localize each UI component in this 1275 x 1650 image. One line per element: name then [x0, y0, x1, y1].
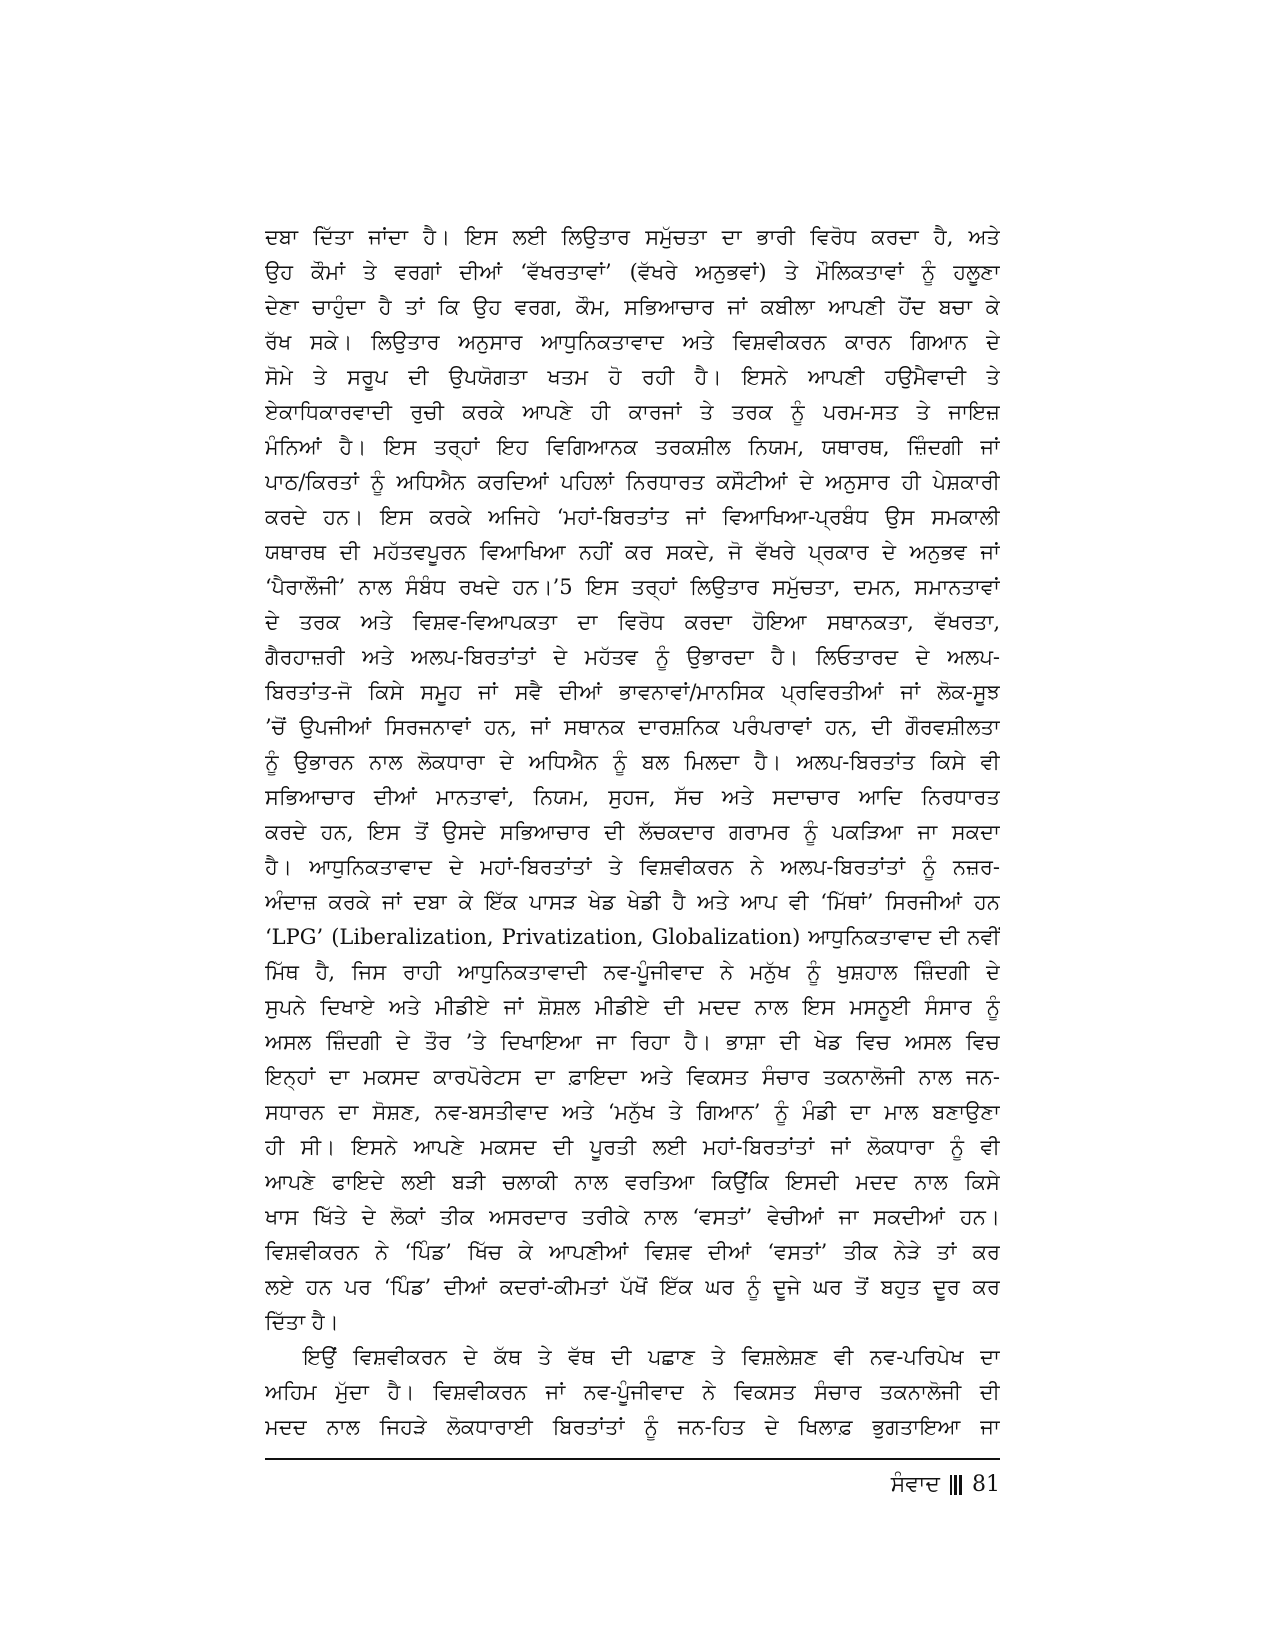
footer-bars-ornament — [950, 1475, 962, 1495]
text-line: ਅਸਲ ਜ਼ਿੰਦਗੀ ਦੇ ਤੌਰ ’ਤੇ ਦਿਖਾਇਆ ਜਾ ਰਿਹਾ ਹੈ। ਭਾਸ਼ਾ ਦੀ ਖੇਡ ਵਿਚ ਅਸਲ ਵਿਚ — [265, 1030, 1000, 1054]
text-line: ਦੇਣਾ ਚਾਹੁੰਦਾ ਹੈ ਤਾਂ ਕਿ ਉਹ ਵਰਗ, ਕੌਮ, ਸਭਿਆਚਾਰ ਜਾਂ ਕਬੀਲਾ ਆਪਣੀ ਹੋਂਦ ਬਚਾ ਕੇ — [265, 295, 1000, 319]
text-line: ਨੂੰ ਉਭਾਰਨ ਨਾਲ ਲੋਕਧਾਰਾ ਦੇ ਅਧਿਐਨ ਨੂੰ ਬਲ ਮਿਲਦਾ ਹੈ। ਅਲਪ-ਬਿਰਤਾਂਤ ਕਿਸੇ ਵੀ — [265, 750, 1000, 774]
body-text — [265, 220, 1000, 1445]
text-line: ‘LPG’ (Liberalization, Privatization, Globalization) ਆਧੁਨਿਕਤਾਵਾਦ ਦੀ ਨਵੀਂ — [265, 925, 1000, 949]
text-line: ‘ਪੈਰਾਲੌਜੀ’ ਨਾਲ ਸੰਬੰਧ ਰਖਦੇ ਹਨ।’5 ਇਸ ਤਰ੍ਹਾਂ ਲਿਉਤਾਰ ਸਮੁੱਚਤਾ, ਦਮਨ, ਸਮਾਨਤਾਵਾਂ — [265, 575, 1000, 599]
text-line: ਰੱਖ ਸਕੇ। ਲਿਉਤਾਰ ਅਨੁਸਾਰ ਆਧੁਨਿਕਤਾਵਾਦ ਅਤੇ ਵਿਸ਼ਵੀਕਰਨ ਕਾਰਨ ਗਿਆਨ ਦੇ — [265, 330, 1000, 354]
page-footer — [891, 1470, 1000, 1500]
text-line: ਦੇ ਤਰਕ ਅਤੇ ਵਿਸ਼ਵ-ਵਿਆਪਕਤਾ ਦਾ ਵਿਰੋਧ ਕਰਦਾ ਹੋਇਆ ਸਥਾਨਕਤਾ, ਵੱਖਰਤਾ, — [265, 610, 1000, 634]
text-line: ਸੋਮੇ ਤੇ ਸਰੂਪ ਦੀ ਉਪਯੋਗਤਾ ਖਤਮ ਹੋ ਰਹੀ ਹੈ। ਇਸਨੇ ਆਪਣੀ ਹਉਮੈਵਾਦੀ ਤੇ — [265, 365, 1000, 389]
paragraph-2 — [265, 1340, 1000, 1445]
text-line: ਵਿਸ਼ਵੀਕਰਨ ਨੇ ‘ਪਿੰਡ’ ਖਿੱਚ ਕੇ ਆਪਣੀਆਂ ਵਿਸ਼ਵ ਦੀਆਂ ‘ਵਸਤਾਂ’ ਤੀਕ ਨੇੜੇ ਤਾਂ ਕਰ — [265, 1240, 1000, 1264]
text-line: ਗੈਰਹਾਜ਼ਰੀ ਅਤੇ ਅਲਪ-ਬਿਰਤਾਂਤਾਂ ਦੇ ਮਹੱਤਵ ਨੂੰ ਉਭਾਰਦਾ ਹੈ। ਲਿਓਤਾਰਦ ਦੇ ਅਲਪ- — [265, 645, 1000, 669]
footer-rule — [265, 1458, 1000, 1460]
text-line: ਸੁਪਨੇ ਦਿਖਾਏ ਅਤੇ ਮੀਡੀਏ ਜਾਂ ਸ਼ੋਸ਼ਲ ਮੀਡੀਏ ਦੀ ਮਦਦ ਨਾਲ ਇਸ ਮਸਨੂਈ ਸੰਸਾਰ ਨੂੰ — [265, 995, 1000, 1019]
journal-name: ਸੰਵਾਦ — [890, 1472, 940, 1497]
text-line: ਦਿੱਤਾ ਹੈ। — [265, 1310, 339, 1334]
text-line: ਉਹ ਕੌਮਾਂ ਤੇ ਵਰਗਾਂ ਦੀਆਂ ‘ਵੱਖਰਤਾਵਾਂ’ (ਵੱਖਰੇ ਅਨੁਭਵਾਂ) ਤੇ ਮੌਲਿਕਤਾਵਾਂ ਨੂੰ ਹਲੂਣਾ — [265, 260, 1000, 284]
text-line: ਕਰਦੇ ਹਨ। ਇਸ ਕਰਕੇ ਅਜਿਹੇ ‘ਮਹਾਂ-ਬਿਰਤਾਂਤ ਜਾਂ ਵਿਆਖਿਆ-ਪ੍ਰਬੰਧ ਉਸ ਸਮਕਾਲੀ — [265, 505, 1000, 529]
text-line: ਹੀ ਸੀ। ਇਸਨੇ ਆਪਣੇ ਮਕਸਦ ਦੀ ਪੂਰਤੀ ਲਈ ਮਹਾਂ-ਬਿਰਤਾਂਤਾਂ ਜਾਂ ਲੋਕਧਾਰਾ ਨੂੰ ਵੀ — [265, 1135, 1000, 1159]
text-line: ਲਏ ਹਨ ਪਰ ‘ਪਿੰਡ’ ਦੀਆਂ ਕਦਰਾਂ-ਕੀਮਤਾਂ ਪੱਖੋਂ ਇੱਕ ਘਰ ਨੂੰ ਦੂਜੇ ਘਰ ਤੋਂ ਬਹੁਤ ਦੂਰ ਕਰ — [265, 1275, 1000, 1299]
page-number: 81 — [972, 1472, 1000, 1497]
text-line: ਮਿੱਥ ਹੈ, ਜਿਸ ਰਾਹੀ ਆਧੁਨਿਕਤਾਵਾਦੀ ਨਵ-ਪੂੰਜੀਵਾਦ ਨੇ ਮਨੁੱਖ ਨੂੰ ਖੁਸ਼ਹਾਲ ਜ਼ਿੰਦਗੀ ਦੇ — [265, 960, 1000, 984]
text-line: ਸਧਾਰਨ ਦਾ ਸੋਸ਼ਣ, ਨਵ-ਬਸਤੀਵਾਦ ਅਤੇ ‘ਮਨੁੱਖ ਤੇ ਗਿਆਨ’ ਨੂੰ ਮੰਡੀ ਦਾ ਮਾਲ ਬਣਾਉਣਾ — [265, 1100, 1000, 1124]
text-line: ਸਭਿਆਚਾਰ ਦੀਆਂ ਮਾਨਤਾਵਾਂ, ਨਿਯਮ, ਸੁਹਜ, ਸੱਚ ਅਤੇ ਸਦਾਚਾਰ ਆਦਿ ਨਿਰਧਾਰਤ — [265, 785, 1000, 809]
text-line: ਇਨ੍ਹਾਂ ਦਾ ਮਕਸਦ ਕਾਰਪੋਰੇਟਸ ਦਾ ਫ਼ਾਇਦਾ ਅਤੇ ਵਿਕਸਤ ਸੰਚਾਰ ਤਕਨਾਲੋਜੀ ਨਾਲ ਜਨ- — [265, 1065, 1000, 1089]
text-line: ਅੰਦਾਜ਼ ਕਰਕੇ ਜਾਂ ਦਬਾ ਕੇ ਇੱਕ ਪਾਸੜ ਖੇਡ ਖੇਡੀ ਹੈ ਅਤੇ ਆਪ ਵੀ ‘ਮਿੱਥਾਂ’ ਸਿਰਜੀਆਂ ਹਨ — [265, 890, 1000, 914]
text-line: ਬਿਰਤਾਂਤ-ਜੋ ਕਿਸੇ ਸਮੂਹ ਜਾਂ ਸਵੈ ਦੀਆਂ ਭਾਵਨਾਵਾਂ/ਮਾਨਸਿਕ ਪ੍ਰਵਿਰਤੀਆਂ ਜਾਂ ਲੋਕ-ਸੂਝ — [265, 680, 1000, 704]
text-line: ਮਦਦ ਨਾਲ ਜਿਹੜੇ ਲੋਕਧਾਰਾਈ ਬਿਰਤਾਂਤਾਂ ਨੂੰ ਜਨ-ਹਿਤ ਦੇ ਖਿਲਾਫ਼ ਭੁਗਤਾਇਆ ਜਾ — [265, 1415, 1000, 1439]
text-line: ਇਉਂ ਵਿਸ਼ਵੀਕਰਨ ਦੇ ਕੱਥ ਤੇ ਵੱਥ ਦੀ ਪਛਾਣ ਤੇ ਵਿਸ਼ਲੇਸ਼ਣ ਵੀ ਨਵ-ਪਰਿਪੇਖ ਦਾ — [303, 1345, 1000, 1369]
text-line: ਯਥਾਰਥ ਦੀ ਮਹੱਤਵਪੂਰਨ ਵਿਆਖਿਆ ਨਹੀਂ ਕਰ ਸਕਦੇ, ਜੋ ਵੱਖਰੇ ਪ੍ਰਕਾਰ ਦੇ ਅਨੁਭਵ ਜਾਂ — [265, 540, 1000, 564]
text-line: ਪਾਠ/ਕਿਰਤਾਂ ਨੂੰ ਅਧਿਐਨ ਕਰਦਿਆਂ ਪਹਿਲਾਂ ਨਿਰਧਾਰਤ ਕਸੌਟੀਆਂ ਦੇ ਅਨੁਸਾਰ ਹੀ ਪੇਸ਼ਕਾਰੀ — [265, 470, 1000, 494]
text-line: ਹੈ। ਆਧੁਨਿਕਤਾਵਾਦ ਦੇ ਮਹਾਂ-ਬਿਰਤਾਂਤਾਂ ਤੇ ਵਿਸ਼ਵੀਕਰਨ ਨੇ ਅਲਪ-ਬਿਰਤਾਂਤਾਂ ਨੂੰ ਨਜ਼ਰ- — [265, 855, 1000, 879]
text-line: ਮੰਨਿਆਂ ਹੈ। ਇਸ ਤਰ੍ਹਾਂ ਇਹ ਵਿਗਿਆਨਕ ਤਰਕਸ਼ੀਲ ਨਿਯਮ, ਯਥਾਰਥ, ਜ਼ਿੰਦਗੀ ਜਾਂ — [265, 435, 1000, 459]
text-line: ਖਾਸ ਖਿੱਤੇ ਦੇ ਲੋਕਾਂ ਤੀਕ ਅਸਰਦਾਰ ਤਰੀਕੇ ਨਾਲ ‘ਵਸਤਾਂ’ ਵੇਚੀਆਂ ਜਾ ਸਕਦੀਆਂ ਹਨ। — [265, 1205, 1000, 1229]
text-line: ਅਹਿਮ ਮੁੱਦਾ ਹੈ। ਵਿਸ਼ਵੀਕਰਨ ਜਾਂ ਨਵ-ਪੂੰਜੀਵਾਦ ਨੇ ਵਿਕਸਤ ਸੰਚਾਰ ਤਕਨਾਲੋਜੀ ਦੀ — [265, 1380, 1000, 1404]
text-line: ਕਰਦੇ ਹਨ, ਇਸ ਤੋਂ ਉਸਦੇ ਸਭਿਆਚਾਰ ਦੀ ਲੱਚਕਦਾਰ ਗਰਾਮਰ ਨੂੰ ਪਕੜਿਆ ਜਾ ਸਕਦਾ — [265, 820, 1000, 844]
text-line: ’ਚੋਂ ਉਪਜੀਆਂ ਸਿਰਜਨਾਵਾਂ ਹਨ, ਜਾਂ ਸਥਾਨਕ ਦਾਰਸ਼ਨਿਕ ਪਰੰਪਰਾਵਾਂ ਹਨ, ਦੀ ਗੌਰਵਸ਼ੀਲਤਾ — [265, 715, 1000, 739]
text-line: ਏਕਾਧਿਕਾਰਵਾਦੀ ਰੁਚੀ ਕਰਕੇ ਆਪਣੇ ਹੀ ਕਾਰਜਾਂ ਤੇ ਤਰਕ ਨੂੰ ਪਰਮ-ਸਤ ਤੇ ਜਾਇਜ਼ — [265, 400, 1000, 424]
paragraph-1 — [265, 220, 1000, 1340]
text-line: ਦਬਾ ਦਿੱਤਾ ਜਾਂਦਾ ਹੈ। ਇਸ ਲਈ ਲਿਉਤਾਰ ਸਮੁੱਚਤਾ ਦਾ ਭਾਰੀ ਵਿਰੋਧ ਕਰਦਾ ਹੈ, ਅਤੇ — [265, 225, 1000, 249]
text-line: ਆਪਣੇ ਫਾਇਦੇ ਲਈ ਬੜੀ ਚਲਾਕੀ ਨਾਲ ਵਰਤਿਆ ਕਿਉਂਕਿ ਇਸਦੀ ਮਦਦ ਨਾਲ ਕਿਸੇ — [265, 1170, 1000, 1194]
